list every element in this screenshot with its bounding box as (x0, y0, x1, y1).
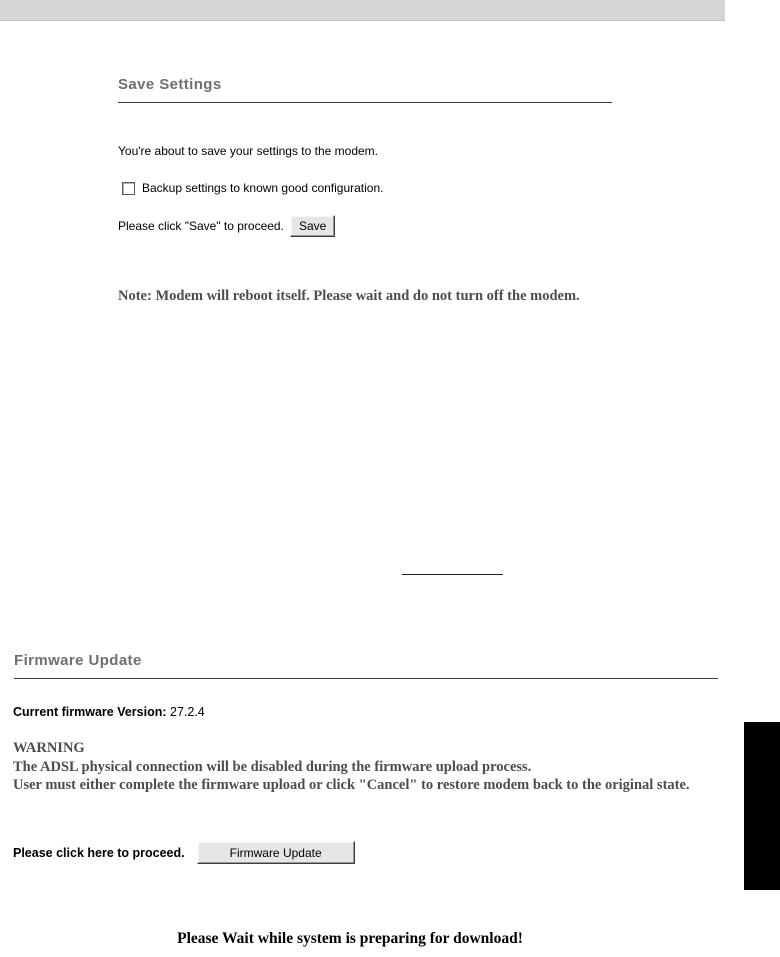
divider-line (402, 574, 503, 575)
please-wait-text: Please Wait while system is preparing for download! (177, 930, 523, 947)
firmware-proceed-row (13, 841, 355, 864)
save-intro-text: You're about to save your settings to the modem. (118, 144, 379, 158)
save-proceed-text: Please click "Save" to proceed. (118, 219, 284, 233)
save-button[interactable]: Save (290, 215, 335, 237)
reboot-note-text: Note: Modem will reboot itself. Please wait and do not turn off the modem. (118, 288, 580, 304)
firmware-update-button[interactable]: Firmware Update (197, 841, 355, 864)
backup-checkbox-label: Backup settings to known good configuration. (142, 181, 384, 195)
firmware-warning-block (13, 739, 690, 795)
save-settings-title: Save Settings (118, 76, 222, 93)
firmware-proceed-text: Please click here to proceed. (13, 845, 185, 860)
firmware-warning-line2: User must either complete the firmware upload or click "Cancel" to restore modem back to the original state. (13, 777, 690, 793)
backup-checkbox[interactable] (122, 182, 135, 195)
firmware-version-value: 27.2.4 (170, 705, 205, 719)
firmware-warning-title: WARNING (13, 740, 85, 756)
firmware-update-title: Firmware Update (14, 652, 142, 669)
firmware-update-header (14, 652, 718, 679)
firmware-version-row (13, 705, 205, 719)
firmware-warning-line1: The ADSL physical connection will be disabled during the firmware upload process. (13, 758, 532, 775)
save-proceed-row (118, 215, 335, 237)
top-header-bar (0, 0, 725, 21)
save-settings-header (118, 76, 612, 103)
firmware-version-label: Current firmware Version: (13, 705, 167, 719)
backup-settings-row (122, 181, 384, 195)
right-black-panel (744, 722, 780, 890)
